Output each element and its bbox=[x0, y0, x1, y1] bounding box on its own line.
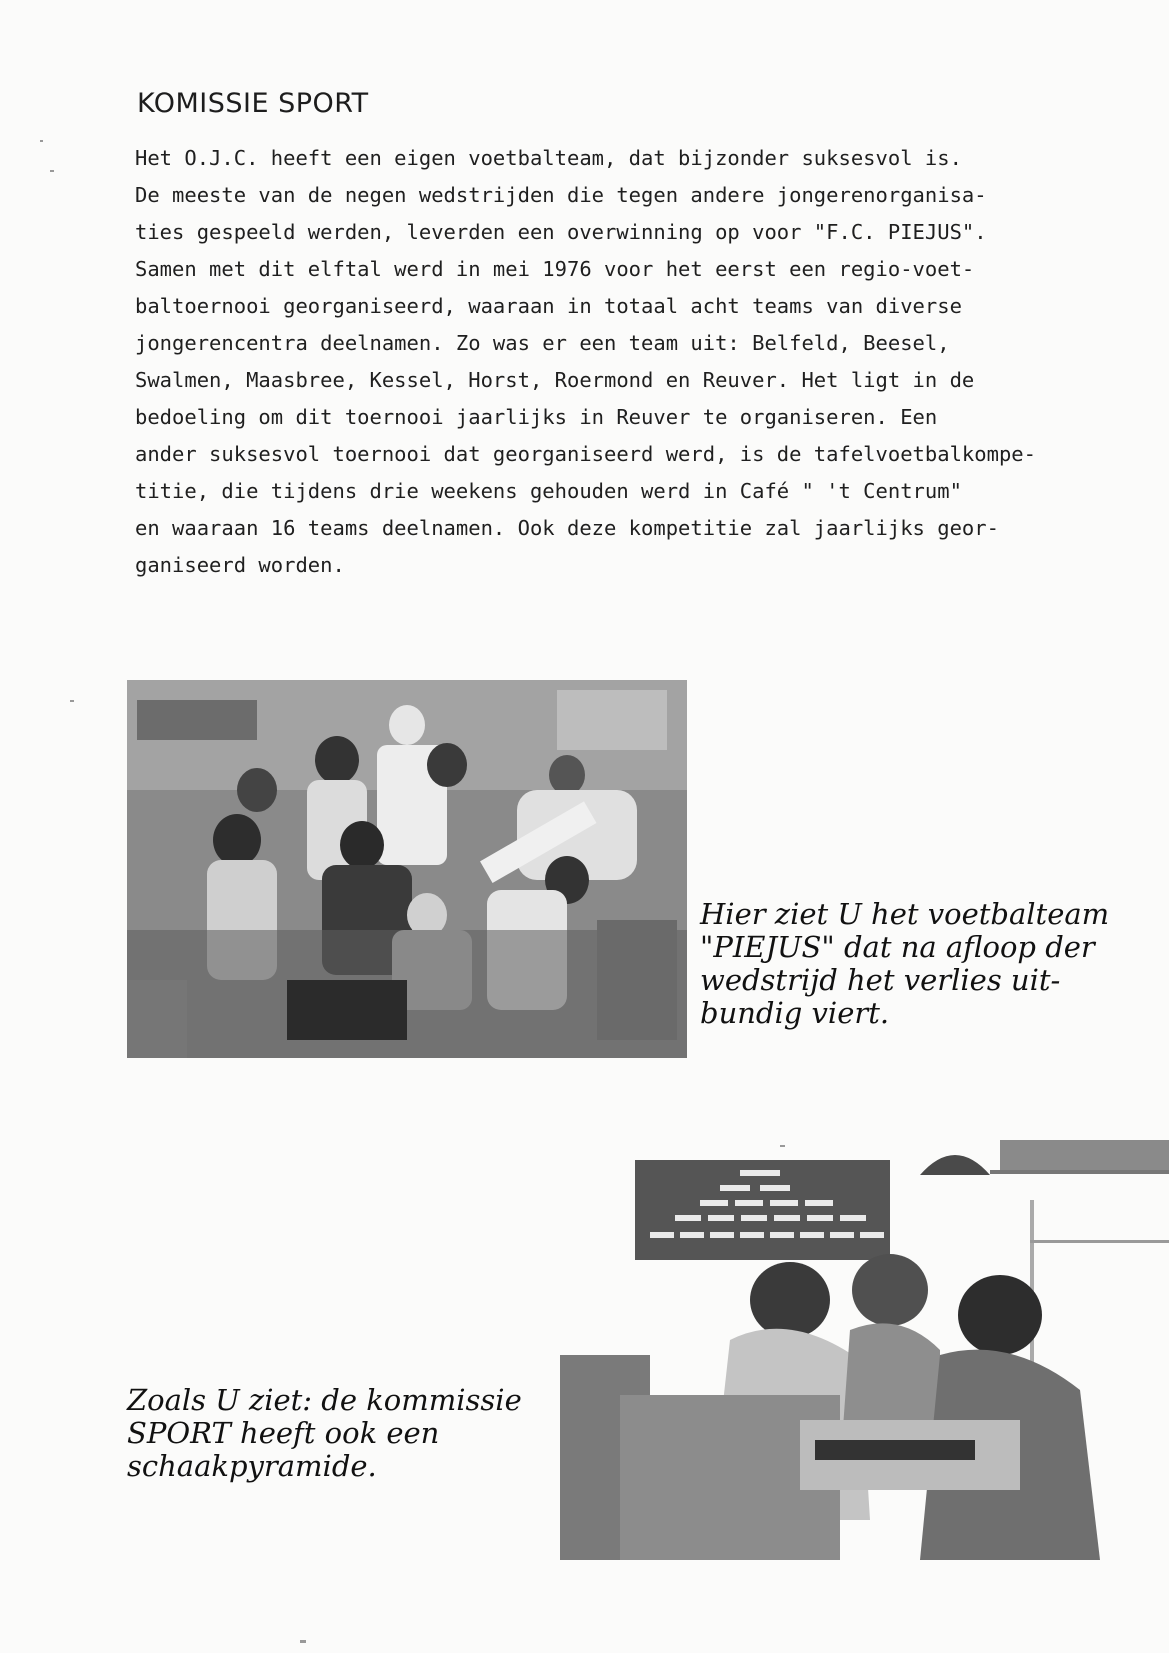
caption-line: bundig viert. bbox=[700, 996, 890, 1030]
scan-speck bbox=[70, 700, 74, 702]
page-title: KOMISSIE SPORT bbox=[137, 88, 369, 119]
football-caption bbox=[700, 898, 1109, 1030]
paragraph-line: bedoeling om dit toernooi jaarlijks in Reuver te organiseren. Een bbox=[135, 405, 938, 429]
chess-photo bbox=[560, 1140, 1169, 1560]
paragraph-line: De meeste van de negen wedstrijden die tegen andere jongerenorganisa- bbox=[135, 183, 987, 207]
football-team-photo bbox=[127, 680, 687, 1058]
paragraph-line: jongerencentra deelnamen. Zo was er een team uit: Belfeld, Beesel, bbox=[135, 331, 950, 355]
caption-line: schaakpyramide. bbox=[127, 1449, 377, 1483]
caption-line: wedstrijd het verlies uit- bbox=[700, 963, 1061, 997]
caption-line: Zoals U ziet: de kommissie bbox=[127, 1383, 522, 1417]
paragraph-line: Het O.J.C. heeft een eigen voetbalteam, dat bijzonder suksesvol is. bbox=[135, 146, 962, 170]
paragraph-line: Swalmen, Maasbree, Kessel, Horst, Roermond en Reuver. Het ligt in de bbox=[135, 368, 975, 392]
chess-caption bbox=[127, 1384, 522, 1483]
scan-speck bbox=[50, 170, 54, 172]
caption-line: SPORT heeft ook een bbox=[127, 1416, 440, 1450]
paragraph-line: en waaraan 16 teams deelnamen. Ook deze kompetitie zal jaarlijks geor- bbox=[135, 516, 999, 540]
paragraph-line: ganiseerd worden. bbox=[135, 553, 345, 577]
paragraph-line: ander suksesvol toernooi dat georganiseerd werd, is de tafelvoetbalkompe- bbox=[135, 442, 1036, 466]
scan-speck bbox=[300, 1640, 306, 1643]
caption-line: "PIEJUS" dat na afloop der bbox=[700, 930, 1095, 964]
scan-speck bbox=[40, 140, 43, 142]
paragraph-line: Samen met dit elftal werd in mei 1976 voor het eerst een regio-voet- bbox=[135, 257, 975, 281]
body-paragraph bbox=[135, 140, 1085, 584]
paragraph-line: titie, die tijdens drie weekens gehouden werd in Café " 't Centrum" bbox=[135, 479, 962, 503]
caption-line: Hier ziet U het voetbalteam bbox=[700, 897, 1110, 931]
paragraph-line: baltoernooi georganiseerd, waaraan in totaal acht teams van diverse bbox=[135, 294, 962, 318]
paragraph-line: ties gespeeld werden, leverden een overwinning op voor "F.C. PIEJUS". bbox=[135, 220, 987, 244]
scan-speck bbox=[780, 1145, 785, 1147]
